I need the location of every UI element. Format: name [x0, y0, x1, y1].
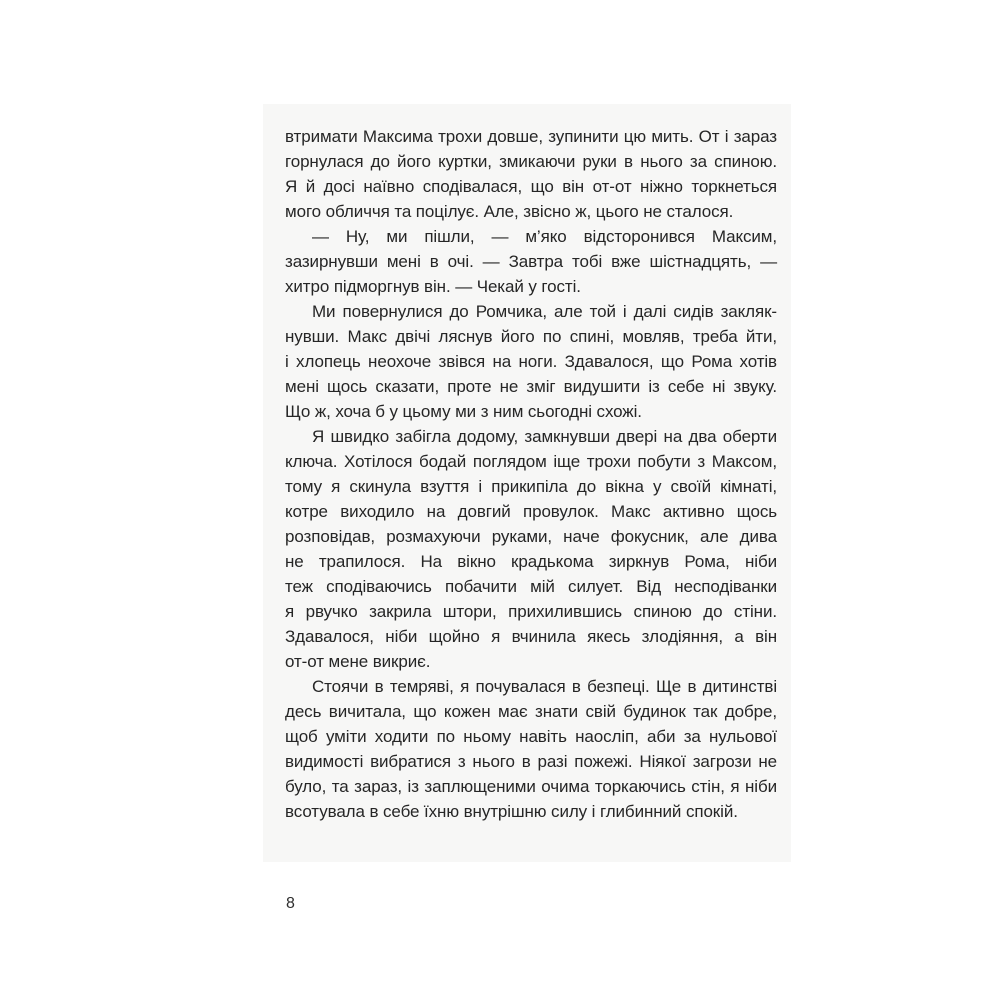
- text-line: всотувала в себе їхню внутрішню силу і глибинний спокій.: [285, 802, 738, 821]
- text-line: я рвучко закрила штори, прихилившись спиною до стіни.: [285, 602, 777, 621]
- text-line: хитро підморгнув він. — Чекай у гості.: [285, 277, 581, 296]
- text-line: Здавалося, ніби щойно я вчинила якесь злодіяння, а він: [285, 627, 777, 646]
- text-line: Ми повернулися до Ромчика, але той і далі сидів закляк-: [312, 302, 777, 321]
- text-line: Стоячи в темряві, я почувалася в безпеці. Ще в дитинстві: [312, 677, 777, 696]
- text-line: розповідав, розмахуючи руками, наче фокусник, але дива: [285, 527, 777, 546]
- text-line: щоб уміти ходити по ньому навіть наосліп, аби за нульової: [285, 727, 777, 746]
- text-line: втримати Максима трохи довше, зупинити цю мить. От і зараз: [285, 127, 777, 146]
- text-line: тому я скинула взуття і прикипіла до вікна у своїй кімнаті,: [285, 477, 777, 496]
- text-line: мого обличчя та поцілує. Але, звісно ж, цього не сталося.: [285, 202, 734, 221]
- paragraph: [285, 124, 777, 224]
- page-number: 8: [286, 895, 295, 912]
- text-line: — Ну, ми пішли, — м’яко відсторонився Максим,: [312, 227, 777, 246]
- paragraph: [285, 674, 777, 824]
- text-line: ключа. Хотілося бодай поглядом іще трохи побути з Максом,: [285, 452, 777, 471]
- text-line: Що ж, хоча б у цьому ми з ним сьогодні схожі.: [285, 402, 642, 421]
- text-line: нувши. Макс двічі ляснув його по спині, мовляв, треба йти,: [285, 327, 777, 346]
- text-line: котре виходило на довгий провулок. Макс активно щось: [285, 502, 777, 521]
- paragraph: [285, 299, 777, 424]
- text-line: не трапилося. На вікно крадькома зиркнув Рома, ніби: [285, 552, 777, 571]
- paragraph: [285, 424, 777, 674]
- text-line: мені щось сказати, проте не зміг видушити із себе ні звуку.: [285, 377, 777, 396]
- text-line: видимості вибратися з нього в разі пожежі. Ніякої загрози не: [285, 752, 777, 771]
- text-line: Я швидко забігла додому, замкнувши двері на два оберти: [312, 427, 777, 446]
- text-line: було, та зараз, із заплющеними очима торкаючись стін, я ніби: [285, 777, 777, 796]
- text-line: зазирнувши мені в очі. — Завтра тобі вже шістнадцять, —: [285, 252, 777, 271]
- text-line: от-от мене викриє.: [285, 652, 431, 671]
- text-line: теж сподіваючись побачити мій силует. Від несподіванки: [285, 577, 777, 596]
- page-text-block: [285, 124, 777, 824]
- text-line: горнулася до його куртки, змикаючи руки в нього за спиною.: [285, 152, 777, 171]
- text-line: і хлопець неохоче звівся на ноги. Здавалося, що Рома хотів: [285, 352, 777, 371]
- text-line: Я й досі наївно сподівалася, що він от-от ніжно торкнеться: [285, 177, 777, 196]
- paragraph: [285, 224, 777, 299]
- text-line: десь вичитала, що кожен має знати свій будинок так добре,: [285, 702, 777, 721]
